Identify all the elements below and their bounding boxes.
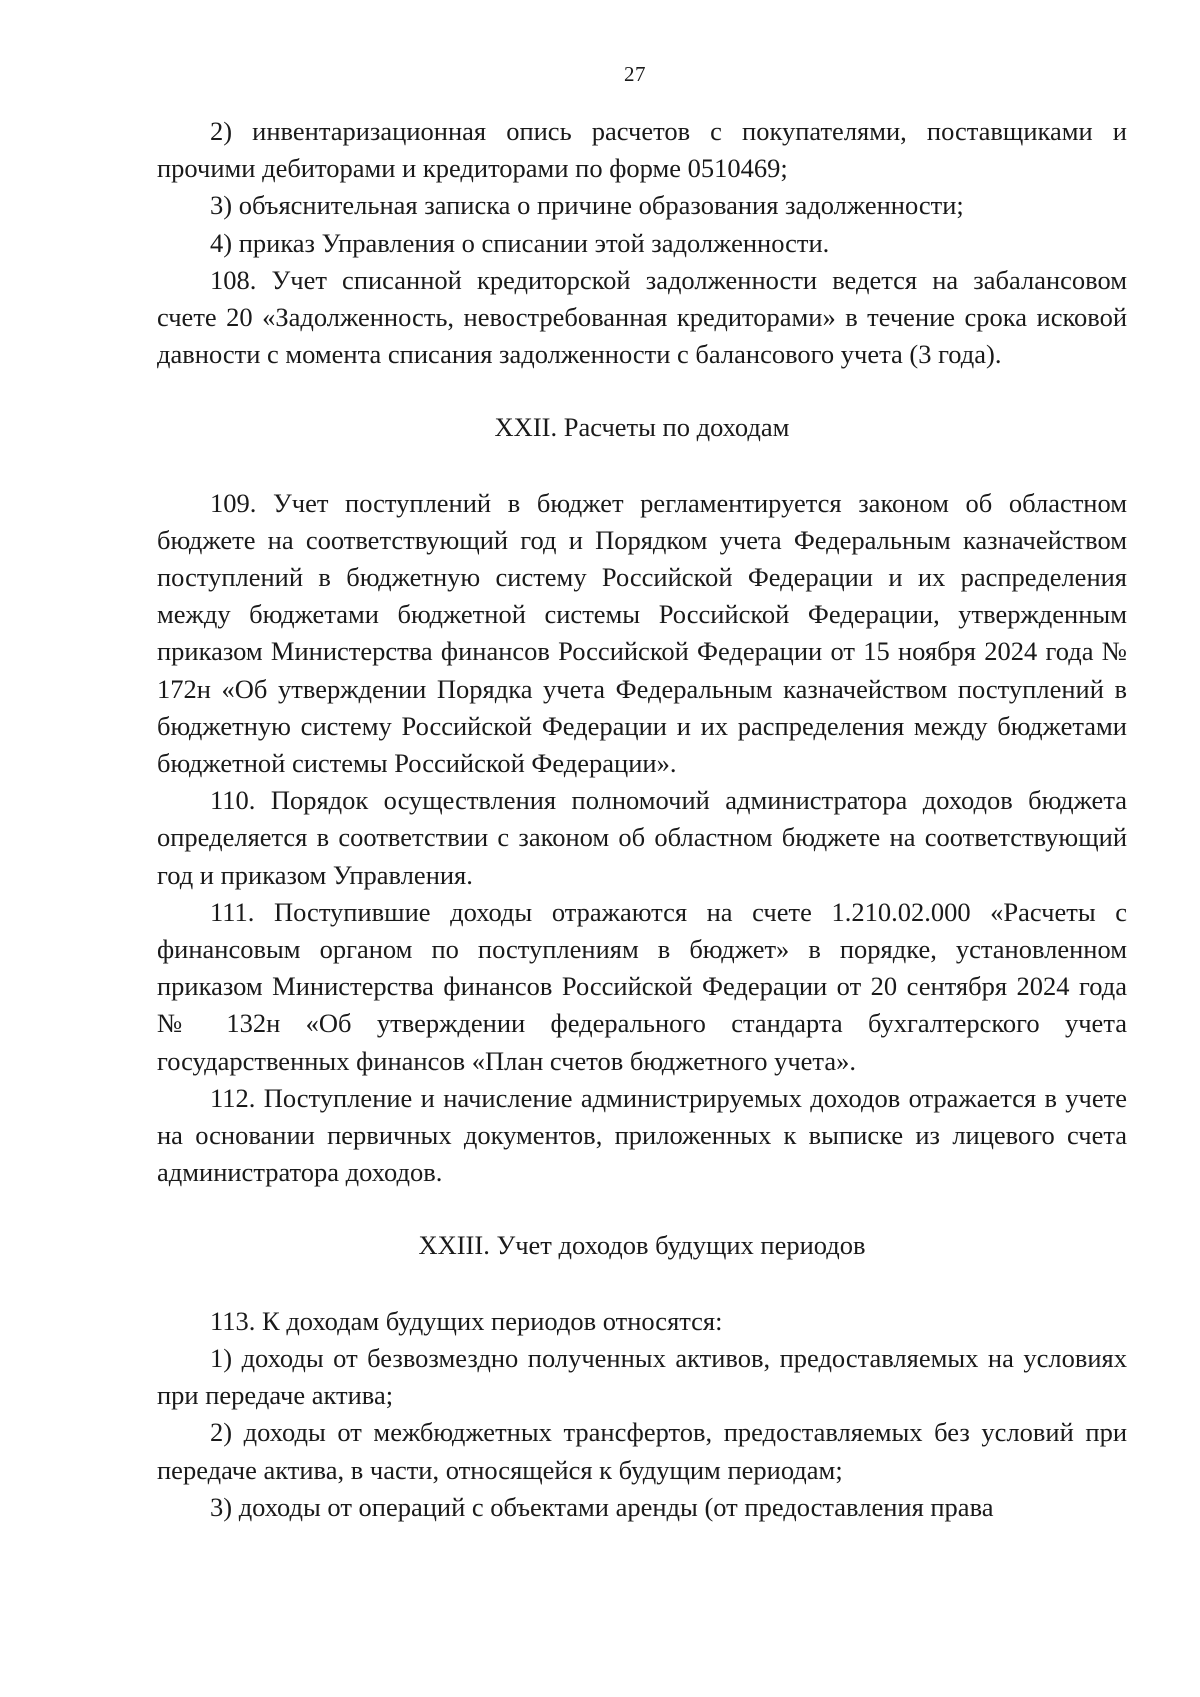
list-item-inventory: 2) инвентаризационная опись расчетов с покупателями, поставщиками и прочими дебиторами и кредиторами по форме 0510469; <box>157 116 1127 184</box>
section-heading-xxii: XXII. Расчеты по доходам <box>494 412 790 443</box>
paragraph-108: 108. Учет списанной кредиторской задолженности ведется на забалансовом счете 20 «Задолженность, невостребованная кредиторами» в течение срока исковой давности с момента списания задолженности с балансового учета (3 года). <box>157 264 1127 370</box>
paragraph-109: 109. Учет поступлений в бюджет регламентируется законом об областном бюджете на соответствующий год и Порядком учета Федеральным казначейством поступлений в бюджетную систему Российской Федерации и их распределения между бюджетами бюджетной системы Российской Федерации, утвержденным приказом Министерства финансов Российской Федерации от 15 ноября 2024 года № 172н «Об утверждении Порядка учета Федеральным казначейством поступлений в бюджетную систему Российской Федерации и их распределения между бюджетами бюджетной системы Российской Федерации». <box>157 487 1127 779</box>
paragraph-111: 111. Поступившие доходы отражаются на счете 1.210.02.000 «Расчеты с финансовым органом по поступлениям в бюджет» в порядке, установленном приказом Министерства финансов Российской Федерации от 20 сентября 2024 года № 132н «Об утверждении федерального стандарта бухгалтерского учета государственных финансов «План счетов бюджетного учета». <box>157 896 1127 1076</box>
list-item-order: 4) приказ Управления о списании этой задолженности. <box>210 227 830 258</box>
list-item-transfers: 2) доходы от межбюджетных трансфертов, предоставляемых без условий при передаче актива, в части, относящейся к будущим периодам; <box>157 1417 1127 1485</box>
list-item-gratuitous-assets: 1) доходы от безвозмездно полученных активов, предоставляемых на условиях при передаче актива; <box>157 1342 1127 1411</box>
list-item-explanatory-note: 3) объяснительная записка о причине образования задолженности; <box>210 190 964 221</box>
section-heading-xxiii: XXIII. Учет доходов будущих периодов <box>418 1230 866 1261</box>
list-item-lease: 3) доходы от операций с объектами аренды (от предоставления права <box>210 1491 994 1522</box>
page-number: 27 <box>624 62 646 86</box>
paragraph-110: 110. Порядок осуществления полномочий администратора доходов бюджета определяется в соответствии с законом об областном бюджете на соответствующий год и приказом Управления. <box>157 785 1127 890</box>
paragraph-113: 113. К доходам будущих периодов относятся: <box>210 1305 723 1336</box>
document-body <box>157 113 1127 1526</box>
paragraph-112: 112. Поступление и начисление администрируемых доходов отражается в учете на основании первичных документов, приложенных к выписке из лицевого счета администратора доходов. <box>157 1082 1127 1188</box>
